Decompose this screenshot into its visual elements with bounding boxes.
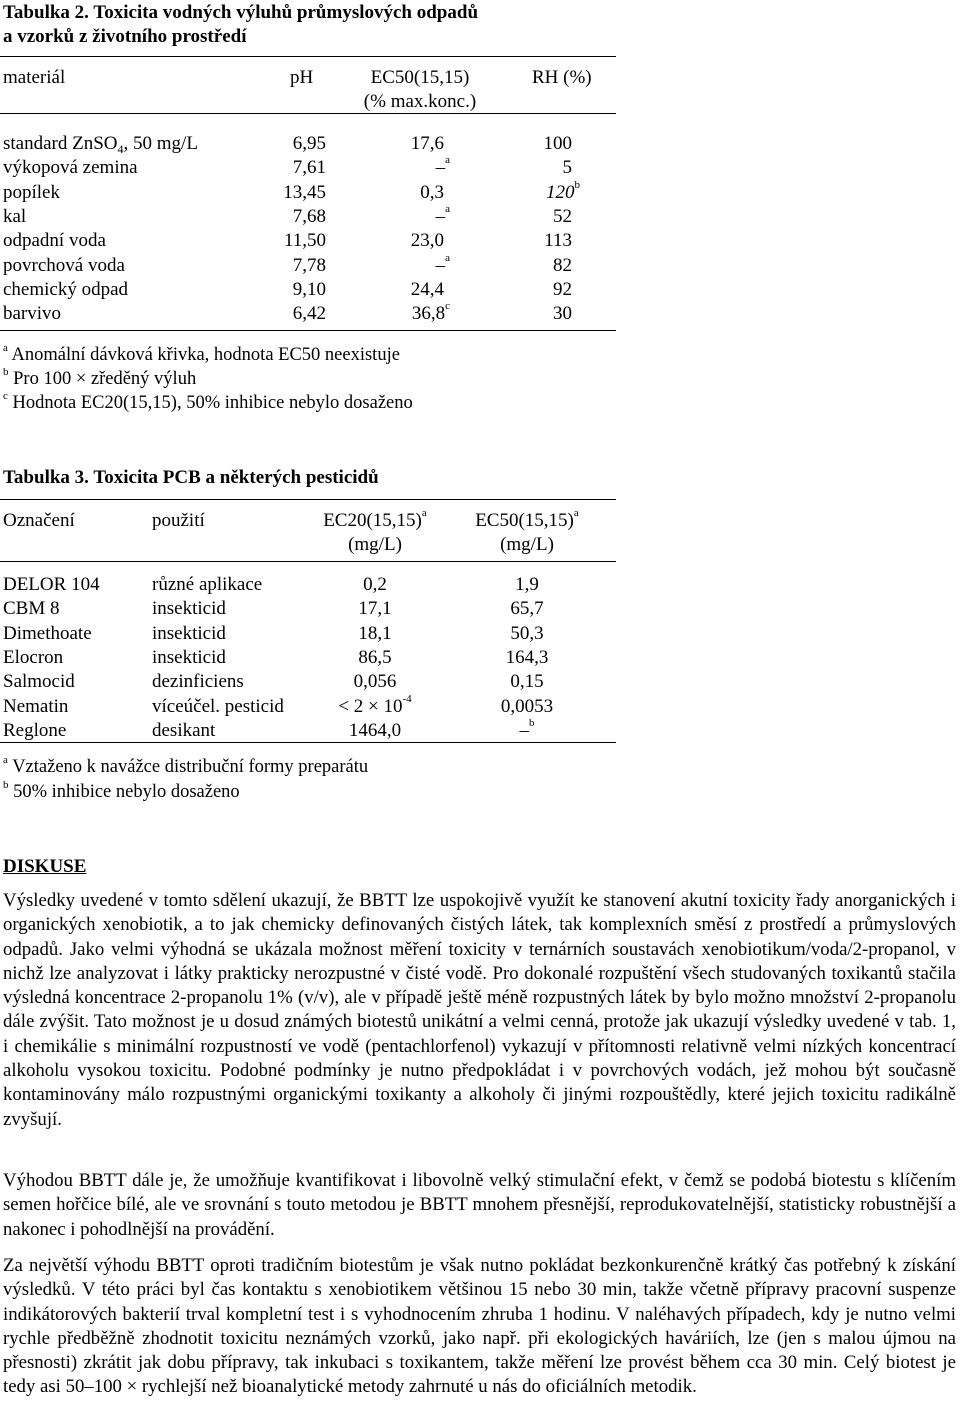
table2-cell-ph: 7,68 (292, 205, 326, 227)
table3-title: Tabulka 3. Toxicita PCB a některých pesticidů (3, 467, 379, 488)
table2-cell-material: barvivo (3, 303, 62, 325)
table2-header-rh: RH (%) (532, 67, 592, 88)
table3-footnote-a: $^a$ Vztaženo k navážce distribuční formy preparátu (3, 754, 369, 777)
table2-cell-rh: 100 (543, 133, 572, 154)
discussion-paragraph-3: Za největší výhodu BBTT oproti tradičním biotestům je však nutno pokládat bezkonkurenčně krátký čas potřebný k získání výsledků. V této práci byl čas kontaktu s xenobiotikem většinou 15 nebo 30 min, takže včetně přípravy pracovní suspenze indikátorových bakterií trval kompletní test i s vyhodnocením zhruba 1 hodinu. V naléhavých případech, kdy je nutno velmi rychle předběžně zhodnotit toxicitu neznámých vzorků, jako např. při ekologických haváriích, lze (jen s malou újmou na přesnosti) zkrátit jak dobu přípravy, tak inkubaci s toxikantem, takže měření lze provést během cca 30 min. Celý biotest je tedy asi 50–100 × rychlejší než bioanalytické metody zahrnuté u nás do oficiálních metodik. (3, 1255, 956, 1398)
table3-cell-ec50: 164,3 (505, 646, 549, 668)
table2-cell-rh: 113 (544, 230, 572, 252)
table2-header-material: materiál (3, 67, 66, 88)
table3-cell-ec50: 65,7 (510, 598, 544, 620)
table3-cell-ec50: 50,3 (510, 622, 544, 644)
table3-bottom-rule (0, 742, 616, 743)
table3-header-rule (0, 561, 616, 562)
table2-cell-ec50: 24,4 (410, 278, 444, 300)
table2-cell-material: kal (3, 205, 27, 227)
table3-cell-ec20: 86,5 (358, 646, 392, 668)
table2-top-rule (0, 56, 616, 57)
table2-title-line2: a vzorků z životního prostředí (3, 26, 247, 47)
table3-header-ec50-line2: (mg/L) (500, 534, 554, 555)
table2-cell-ph: 6,95 (292, 133, 326, 154)
table3-footnote-b: $^b$ 50% inhibice nebylo dosaženo (3, 779, 240, 802)
table2-footnote-a: $^a$ Anomální dávková křivka, hodnota EC50 neexistuje (3, 342, 400, 365)
table2-cell-rh: 120$^b$ (546, 178, 580, 203)
table2-cell-material: výkopová zemina (3, 157, 138, 179)
table3-top-rule (0, 499, 616, 500)
table3-header-ec20-line2: (mg/L) (348, 534, 402, 555)
table3-cell-use: víceúčel. pesticid (152, 695, 284, 717)
table2-header-ec50-line2: (% max.konc.) (363, 91, 477, 112)
table3-cell-use: různé aplikace (152, 574, 263, 595)
table2-bottom-rule (0, 330, 616, 331)
table3-cell-ec50: 1,9 (515, 574, 539, 595)
table2-cell-material: odpadní voda (3, 230, 106, 252)
table2-cell-ph: 7,61 (292, 157, 326, 179)
table2-footnote-c: $^c$ Hodnota EC20(15,15), 50% inhibice nebylo dosaženo (3, 390, 413, 413)
table3-cell-name: Dimethoate (3, 622, 92, 644)
table3-cell-name: Salmocid (3, 671, 75, 693)
table3-cell-ec20: 0,056 (353, 671, 397, 693)
table3-cell-use: insekticid (152, 622, 226, 644)
table3-cell-ec50: –$^b$ (519, 716, 535, 741)
table3-cell-name: Elocron (3, 646, 64, 668)
discussion-paragraph-1: Výsledky uvedené v tomto sdělení ukazují, že BBTT lze uspokojivě využít ke stanovení akutní toxicity řady anorganických i organických xenobiotik, a to jak chemicky definovaných čistých látek, tak komplexních směsí z prostředí a průmyslových odpadů. Jako velmi výhodná se ukázala možnost měření toxicity v ternárních soustavách xenobiotikum/voda/2-propanol, v nichž lze analyzovat i látky prakticky nerozpustné v čisté vodě. Pro dokonalé rozpuštění všech studovaných toxikantů stačila výsledná koncentrace 2-propanolu 1% (v/v), ale v případě ještě méně rozpustných látek by bylo možno množství 2-propanolu dále zvýšit. Tato možnost je u dosud známých biotestů unikátní a velmi cenná, protože jak ukazují výsledky uvedené v tab. 1, i chemikálie s minimální rozpustností ve vodě (pentachlorfenol) vykazují v přítomnosti relativně velmi nízkých koncentrací alkoholu vysokou toxicitu. Podobné podmínky je nutno předpokládat i v povrchových vodách, jež mohou být současně kontaminovány málo rozpustnými organickými toxikanty a alkoholy či jinými rozpouštědly, které jejich toxicitu radikálně zvyšují. (3, 890, 956, 1130)
table2-footnote-b: $^b$ Pro 100 × zředěný výluh (3, 366, 197, 389)
table3-cell-ec50: 0,0053 (500, 695, 554, 717)
table2-cell-material: povrchová voda (3, 254, 125, 276)
table2-cell-rh: 30 (553, 303, 572, 325)
table2-title-line1: Tabulka 2. Toxicita vodných výluhů průmyslových odpadů (3, 2, 479, 23)
table3-cell-name: DELOR 104 (3, 574, 100, 595)
table2-cell-ec50: 0,3 (420, 181, 444, 203)
table2-cell-ec50: 17,6 (410, 133, 444, 154)
table2-cell-ph: 11,50 (283, 230, 326, 252)
table2-cell-ph: 6,42 (292, 303, 326, 325)
table3-cell-name: Reglone (3, 719, 67, 741)
table2-cell-material: standard ZnSO$_4$, 50 mg/L (3, 133, 198, 156)
table3-cell-use: insekticid (152, 646, 226, 668)
table3-cell-ec20: 0,2 (363, 574, 387, 595)
table2-cell-material: chemický odpad (3, 278, 129, 300)
table2-cell-ec50: 36,8$^c$ (411, 300, 450, 325)
table3-header-pouziti: použití (152, 510, 205, 531)
table3-header-ec20-line1: $EC20(15,15)^a$ (323, 507, 427, 531)
table2-header-ph: pH (290, 67, 314, 88)
table2-header-rule (0, 113, 616, 114)
table3-cell-ec20: 17,1 (358, 598, 392, 620)
table2-cell-rh: 82 (553, 254, 572, 276)
table2-cell-ec50: –$^a$ (435, 251, 450, 276)
table3-header-ec50-line1: $EC50(15,15)^a$ (475, 507, 579, 531)
table2-cell-ec50: –$^a$ (435, 154, 450, 179)
discussion-heading: DISKUSE (3, 856, 87, 877)
table3-cell-ec20: < $2 \times 10^{-4}$ (338, 692, 412, 717)
table3-cell-use: insekticid (152, 598, 226, 620)
table2-cell-ph: 13,45 (283, 181, 326, 203)
table3-cell-ec50: 0,15 (510, 671, 544, 693)
table3-cell-name: CBM 8 (3, 598, 60, 620)
table2-cell-rh: 92 (553, 278, 572, 300)
table2-cell-ec50: 23,0 (410, 230, 444, 252)
table2-cell-ph: 7,78 (292, 254, 326, 276)
table3-cell-ec20: 1464,0 (348, 719, 402, 741)
table3-cell-use: desikant (152, 719, 216, 741)
table3-header-oznaceni: Označení (3, 510, 75, 531)
table3-cell-use: dezinficiens (152, 671, 244, 693)
table3-cell-name: Nematin (3, 695, 69, 717)
table2-cell-ph: 9,10 (292, 278, 326, 300)
table2-cell-material: popílek (3, 181, 60, 203)
table2-cell-rh: 52 (553, 205, 572, 227)
table2-cell-rh: 5 (562, 157, 572, 179)
discussion-paragraph-2: Výhodou BBTT dále je, že umožňuje kvantifikovat i libovolně velký stimulační efekt, v čemž se podobá biotestu s klíčením semen hořčice bílé, ale ve srovnání s touto metodou je BBTT mnohem přesnější, reprodukovatelnější, statisticky robustnější a nakonec i pohodlnější na provádění. (3, 1170, 956, 1240)
table2-cell-ec50: –$^a$ (435, 202, 450, 227)
table2-header-ec50-line1: EC50(15,15) (370, 67, 470, 88)
table3-cell-ec20: 18,1 (358, 622, 392, 644)
